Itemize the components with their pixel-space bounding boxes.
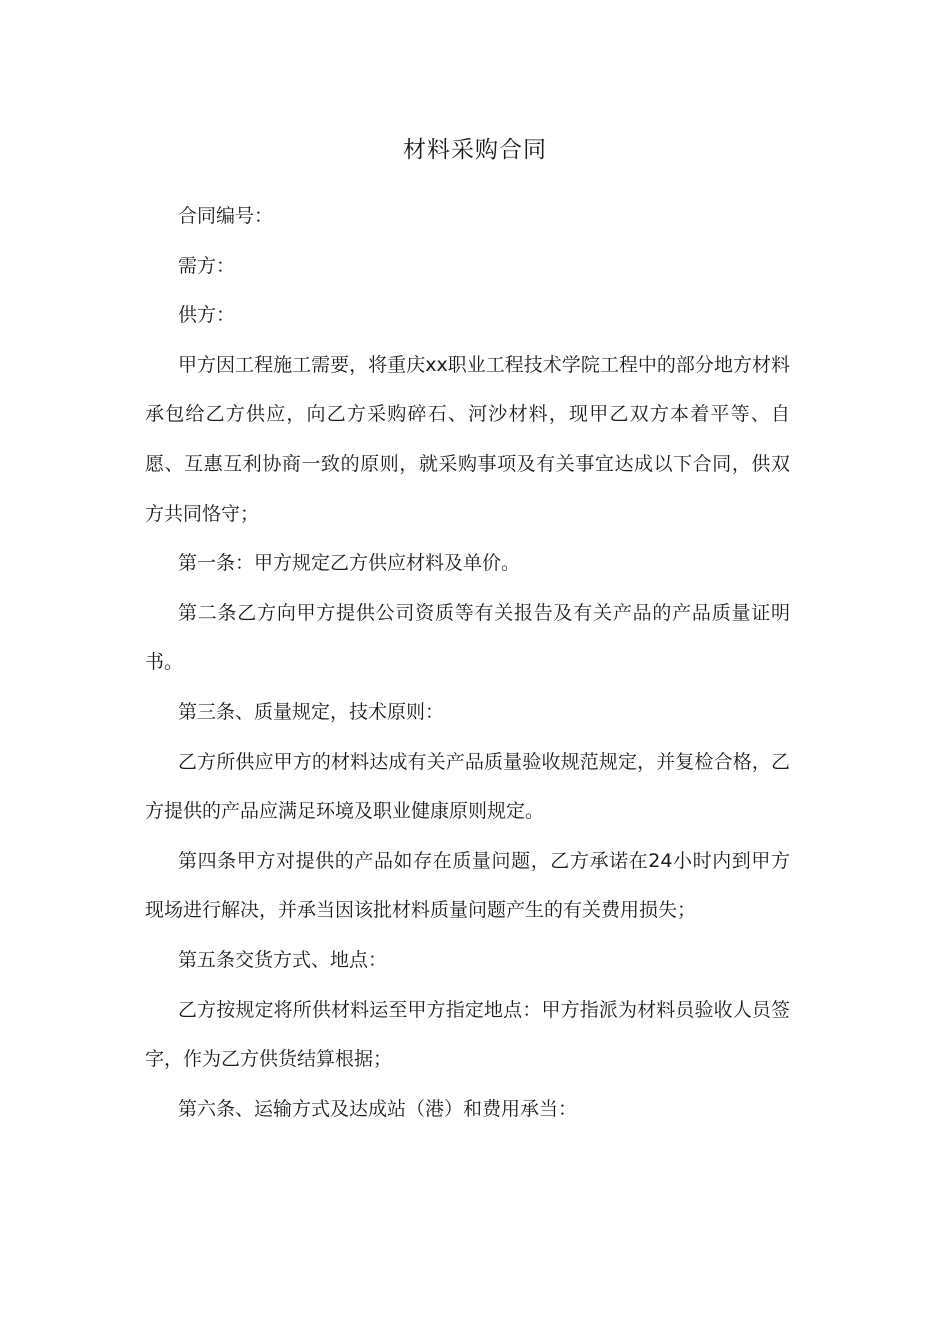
article-2: 第二条乙方向甲方提供公司资质等有关报告及有关产品的产品质量证明书。	[145, 601, 790, 674]
article-5-heading: 第五条交货方式、地点：	[178, 948, 388, 971]
preamble-paragraph: 甲方因工程施工需要，将重庆xx职业工程技术学院工程中的部分地方材料承包给乙方供应，向乙方采购碎石、河沙材料，现甲乙双方本着平等、自愿、互惠互利协商一致的原则，就采购事项及有关事宜达成以下合同，供双方共同恪守；	[145, 353, 790, 525]
article-4: 第四条甲方对提供的产品如存在质量问题，乙方承诺在24小时内到甲方现场进行解决，并承当因该批材料质量问题产生的有关费用损失；	[145, 849, 790, 922]
supplier-line: 供方：	[178, 304, 236, 327]
article-3-heading: 第三条、质量规定，技术原则：	[178, 700, 445, 723]
article-1: 第一条：甲方规定乙方供应材料及单价。	[178, 552, 521, 575]
buyer-line: 需方：	[178, 254, 236, 277]
article-6-heading: 第六条、运输方式及达成站（港）和费用承当：	[178, 1097, 578, 1120]
article-5-body: 乙方按规定将所供材料运至甲方指定地点：甲方指派为材料员验收人员签字，作为乙方供货结算根据；	[145, 998, 790, 1071]
article-3-body: 乙方所供应甲方的材料达成有关产品质量验收规范规定，并复检合格，乙方提供的产品应满足环境及职业健康原则规定。	[145, 750, 790, 823]
document-body	[145, 192, 790, 1134]
document-title: 材料采购合同	[403, 137, 547, 163]
contract-number-line: 合同编号：	[178, 205, 274, 227]
